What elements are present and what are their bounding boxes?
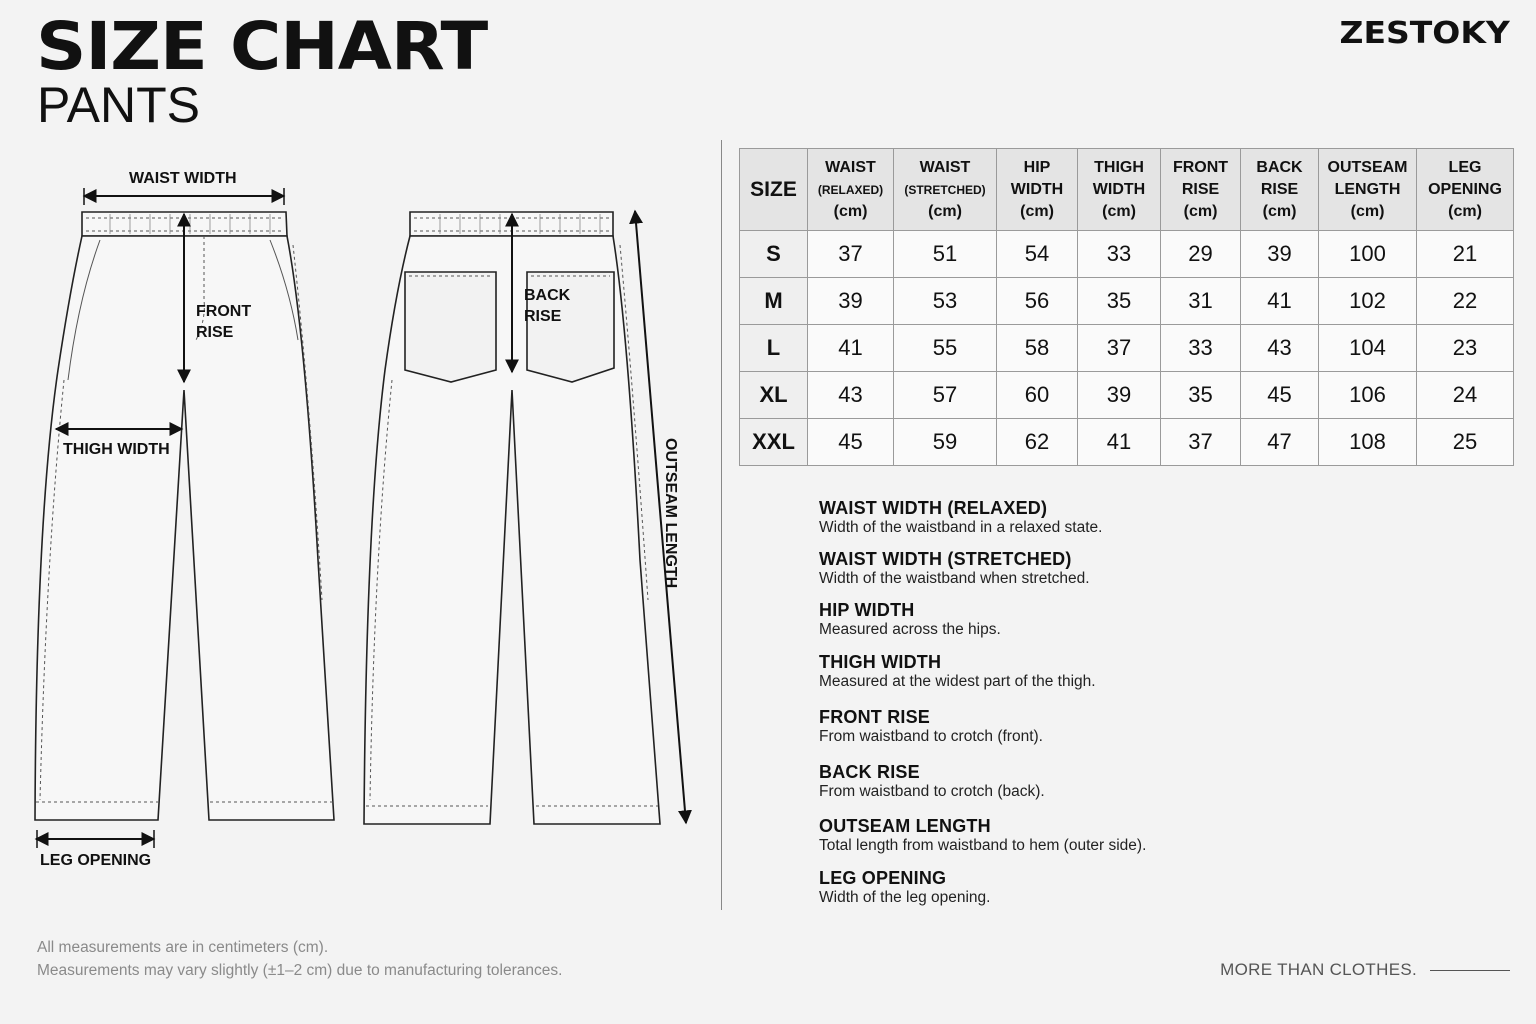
definition-title: FRONT RISE <box>819 707 931 727</box>
definition-desc: Total length from waistband to hem (outer side). <box>819 837 1147 854</box>
front-rise-label-1: FRONT <box>196 303 252 320</box>
outseam-length-cell: 106 <box>1319 372 1417 419</box>
leg-opening-cell: 21 <box>1417 231 1514 278</box>
outseam-length-cell: 100 <box>1319 231 1417 278</box>
back-rise-label-2: RISE <box>524 308 562 325</box>
leg-opening-cell: 23 <box>1417 325 1514 372</box>
definition-thigh-width <box>819 652 1096 691</box>
table-header-row <box>740 149 1514 231</box>
table-row <box>740 325 1514 372</box>
table-row <box>740 372 1514 419</box>
waist-stretched-cell: 57 <box>894 372 997 419</box>
hip-width-cell: 62 <box>997 419 1078 466</box>
definition-title: WAIST WIDTH (STRETCHED) <box>819 549 1072 569</box>
size-cell: L <box>740 325 808 372</box>
leg-opening-label: LEG OPENING <box>40 852 152 869</box>
definition-title: WAIST WIDTH (RELAXED) <box>819 498 1048 518</box>
waist-relaxed-cell: 43 <box>808 372 894 419</box>
back-rise-cell: 43 <box>1241 325 1319 372</box>
definition-desc: Measured across the hips. <box>819 621 1001 638</box>
hip-width-cell: 60 <box>997 372 1078 419</box>
outseam-length-cell: 104 <box>1319 325 1417 372</box>
front-rise-label-2: RISE <box>196 324 234 341</box>
outseam-length-cell: 102 <box>1319 278 1417 325</box>
hip-width-cell: 58 <box>997 325 1078 372</box>
hip-width-cell: 54 <box>997 231 1078 278</box>
definition-title: OUTSEAM LENGTH <box>819 816 991 836</box>
waist-width-label: WAIST WIDTH <box>129 170 237 187</box>
page-title: SIZE CHART <box>36 8 488 85</box>
definition-desc: From waistband to crotch (front). <box>819 728 1043 745</box>
definition-back-rise <box>819 762 1045 801</box>
thigh-width-cell: 37 <box>1078 325 1161 372</box>
thigh-width-label: THIGH WIDTH <box>63 441 170 458</box>
table-row <box>740 419 1514 466</box>
header-back-rise: BACK RISE (cm) <box>1241 149 1319 231</box>
waist-relaxed-cell: 41 <box>808 325 894 372</box>
footer-note-units: All measurements are in centimeters (cm). <box>37 939 329 956</box>
table-row <box>740 278 1514 325</box>
section-divider <box>721 140 722 910</box>
header-outseam-length: OUTSEAM LENGTH (cm) <box>1319 149 1417 231</box>
outseam-length-label: OUTSEAM LENGTH <box>662 438 679 589</box>
header-front-rise: FRONT RISE (cm) <box>1161 149 1241 231</box>
tagline-rule <box>1430 970 1510 971</box>
outseam-length-cell: 108 <box>1319 419 1417 466</box>
definition-waist-relaxed <box>819 498 1102 537</box>
header-leg-opening: LEG OPENING (cm) <box>1417 149 1514 231</box>
back-rise-cell: 45 <box>1241 372 1319 419</box>
waist-relaxed-cell: 39 <box>808 278 894 325</box>
definition-title: THIGH WIDTH <box>819 652 942 672</box>
definition-desc: Measured at the widest part of the thigh. <box>819 673 1096 690</box>
definition-leg-opening <box>819 868 990 907</box>
front-rise-cell: 29 <box>1161 231 1241 278</box>
footer-note-tolerance: Measurements may vary slightly (±1–2 cm) due to manufacturing tolerances. <box>37 962 563 979</box>
leg-opening-cell: 25 <box>1417 419 1514 466</box>
definition-desc: Width of the waistband in a relaxed state. <box>819 519 1103 536</box>
leg-opening-cell: 24 <box>1417 372 1514 419</box>
size-table <box>739 148 1514 466</box>
brand-logo: ZESTOKY <box>1339 16 1510 51</box>
header-thigh-width: THIGH WIDTH (cm) <box>1078 149 1161 231</box>
size-cell: S <box>740 231 808 278</box>
thigh-width-cell: 35 <box>1078 278 1161 325</box>
front-rise-cell: 37 <box>1161 419 1241 466</box>
brand-tagline: MORE THAN CLOTHES. <box>1220 960 1417 979</box>
front-rise-cell: 35 <box>1161 372 1241 419</box>
waist-stretched-cell: 59 <box>894 419 997 466</box>
waist-stretched-cell: 53 <box>894 278 997 325</box>
definition-title: BACK RISE <box>819 762 920 782</box>
header-waist-stretched: WAIST (STRETCHED) (cm) <box>894 149 997 231</box>
back-rise-label-1: BACK <box>524 287 571 304</box>
back-rise-cell: 47 <box>1241 419 1319 466</box>
back-rise-cell: 41 <box>1241 278 1319 325</box>
thigh-width-cell: 33 <box>1078 231 1161 278</box>
definition-title: LEG OPENING <box>819 868 947 888</box>
thigh-width-cell: 39 <box>1078 372 1161 419</box>
back-rise-cell: 39 <box>1241 231 1319 278</box>
size-cell: M <box>740 278 808 325</box>
size-cell: XL <box>740 372 808 419</box>
waist-relaxed-cell: 37 <box>808 231 894 278</box>
header-size: SIZE <box>740 149 808 231</box>
front-rise-cell: 31 <box>1161 278 1241 325</box>
thigh-width-cell: 41 <box>1078 419 1161 466</box>
waist-relaxed-cell: 45 <box>808 419 894 466</box>
definition-waist-stretched <box>819 549 1090 588</box>
hip-width-cell: 56 <box>997 278 1078 325</box>
definition-desc: Width of the leg opening. <box>819 889 991 906</box>
pants-technical-drawing <box>0 0 720 930</box>
definition-title: HIP WIDTH <box>819 600 915 620</box>
definition-desc: From waistband to crotch (back). <box>819 783 1045 800</box>
page-subtitle: PANTS <box>37 77 200 133</box>
front-rise-cell: 33 <box>1161 325 1241 372</box>
waist-stretched-cell: 55 <box>894 325 997 372</box>
definition-front-rise <box>819 707 1043 746</box>
waist-stretched-cell: 51 <box>894 231 997 278</box>
header-waist-relaxed: WAIST (RELAXED) (cm) <box>808 149 894 231</box>
definition-desc: Width of the waistband when stretched. <box>819 570 1090 587</box>
definition-hip-width <box>819 600 1001 639</box>
leg-opening-cell: 22 <box>1417 278 1514 325</box>
header-hip-width: HIP WIDTH (cm) <box>997 149 1078 231</box>
size-cell: XXL <box>740 419 808 466</box>
table-row <box>740 231 1514 278</box>
definition-outseam-length <box>819 816 1146 855</box>
